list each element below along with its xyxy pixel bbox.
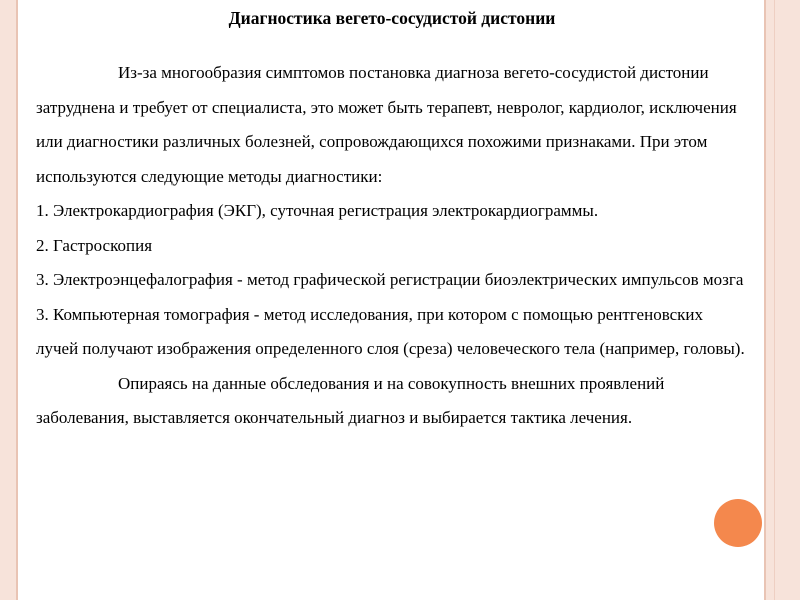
conclusion-paragraph: Опираясь на данные обследования и на совокупность внешних проявлений заболевания, выставляется окончательный диагноз и выбирается тактика лечения. [36, 373, 665, 427]
intro-paragraph: Из-за многообразия симптомов постановка диагноза вегето-сосудистой дистонии затруднена и требует от специалиста, это может быть терапевт, невролог, кардиолог, исключения или диагностики различных болезней, сопровождающихся похожими признаками. При этом используются следующие методы диагностики: [36, 63, 737, 186]
method-item-ecg: 1. Электрокардиография (ЭКГ), суточная регистрация электрокардиограммы. [36, 201, 599, 220]
slide-content [36, 6, 748, 436]
decorative-circle [714, 499, 762, 547]
method-item-ct: 3. Компьютерная томография - метод исследования, при котором с помощью рентгеновских лучей получают изображения определенного слоя (среза) человеческого тела (например, головы). [36, 304, 745, 358]
method-item-eeg: 3. Электроэнцефалография - метод графической регистрации биоэлектрических импульсов мозга [36, 270, 744, 289]
left-border-decoration [0, 0, 18, 600]
slide-title: Диагностика вегето-сосудистой дистонии [228, 8, 556, 28]
right-border-decoration [764, 0, 800, 600]
method-item-gastroscopy: 2. Гастроскопия [36, 235, 153, 255]
